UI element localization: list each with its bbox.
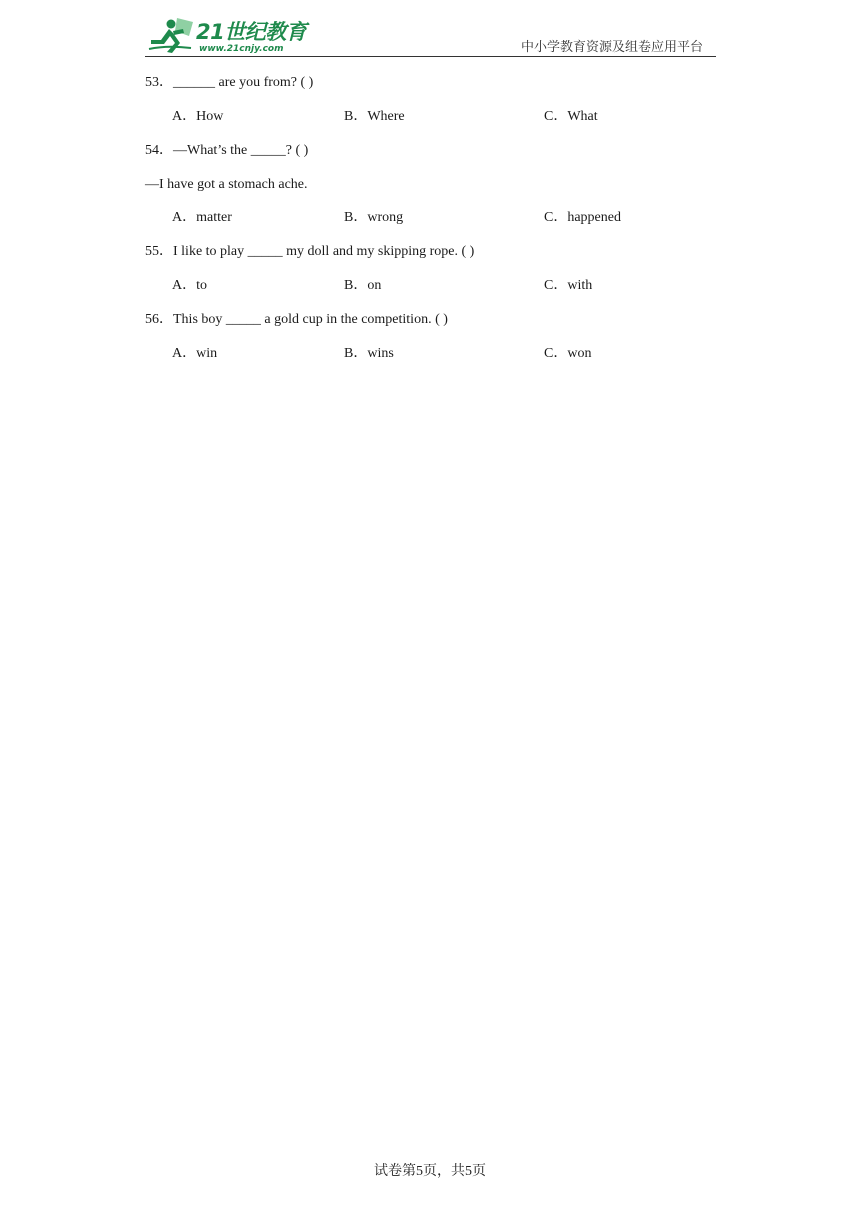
option-c: C．What [544,109,598,124]
option-b: B．wins [344,346,394,361]
option-a: A．How [172,109,224,124]
option-a: A．to [172,278,207,293]
option-b: B．Where [344,109,405,124]
question-stem: 54．—What’s the _____? ( ) [145,143,309,158]
option-b: B．wrong [344,210,404,225]
page-header [145,14,716,57]
logo-title: 21世纪教育 [196,20,307,44]
runner-logo-icon [147,16,197,54]
option-a: A．win [172,346,218,361]
logo-url: www.21cnjy.com [199,44,284,54]
option-c: C．happened [544,210,621,225]
option-b: B．on [344,278,382,293]
option-a: A．matter [172,210,232,225]
page-footer: 试卷第5页，共5页 [374,1164,486,1179]
question-stem: 55．I like to play _____ my doll and my skipping rope. ( ) [145,244,475,259]
site-logo [147,16,312,54]
platform-name: 中小学教育资源及组卷应用平台 [520,39,703,54]
option-c: C．won [544,346,592,361]
question-stem: 53．______ are you from? ( ) [145,75,314,90]
dialogue-answer-line: —I have got a stomach ache. [145,177,308,192]
option-c: C．with [544,278,593,293]
question-stem: 56．This boy _____ a gold cup in the competition. ( ) [145,312,448,327]
